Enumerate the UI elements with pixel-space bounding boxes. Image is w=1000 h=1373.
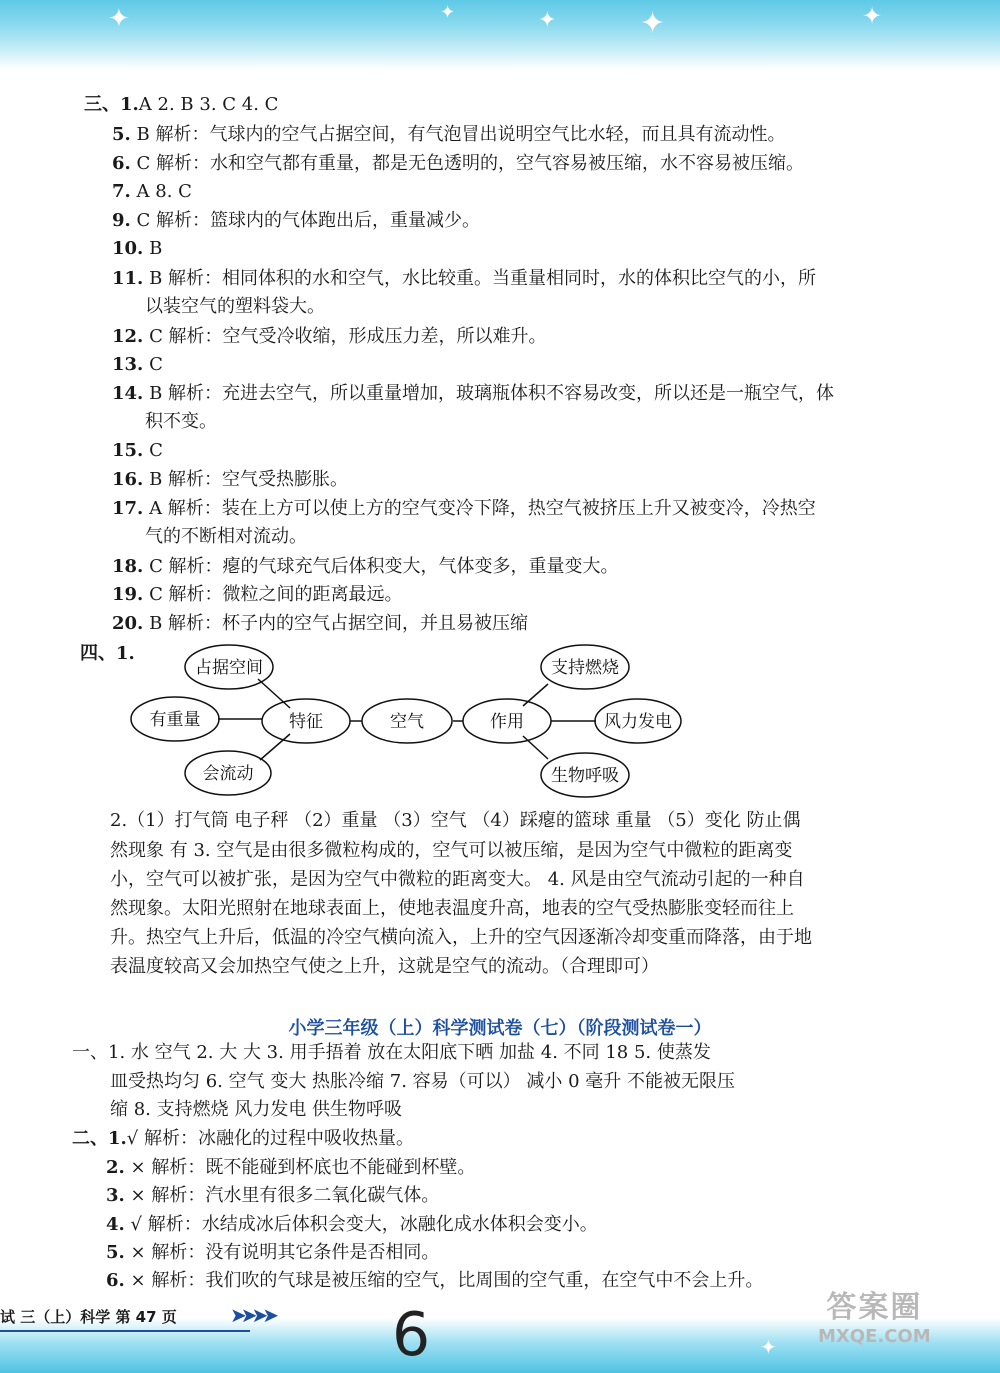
answer-line: 10. B: [112, 238, 163, 259]
watermark-url: MXQE.COM: [818, 1326, 931, 1347]
sparkle-icon: ✦: [760, 1335, 777, 1359]
answer-line: 12. C 解析：空气受冷收缩，形成压力差，所以难升。: [112, 326, 547, 347]
section-title: 小学三年级（上）科学测试卷（七）（阶段测试卷一）: [288, 1018, 712, 1039]
answer-line: 皿受热均匀 6. 空气 变大 热胀冷缩 7. 容易（可以） 减小 0 毫升 不能被无限压: [110, 1071, 736, 1092]
answer-line: 20. B 解析：杯子内的空气占据空间，并且易被压缩: [112, 613, 529, 634]
answer-line: 三、1.A 2. B 3. C 4. C: [84, 94, 279, 115]
answer-line: 6. × 解析：我们吹的气球是被压缩的空气，比周围的空气重，在空气中不会上升。: [106, 1270, 764, 1291]
answer-line: 然现象。太阳光照射在地球表面上，使地表温度升高，地表的空气受热膨胀变轻而往上: [110, 898, 794, 919]
answer-line: 2.（1）打气筒 电子秤 （2）重量 （3）空气 （4）踩瘪的篮球 重量 （5）变化 防止偶: [110, 810, 801, 831]
answer-line: 然现象 有 3. 空气是由很多微粒构成的，空气可以被压缩，是因为空气中微粒的距离变: [110, 840, 793, 861]
answer-line: 气的不断相对流动。: [145, 526, 307, 547]
mindmap-label: 作用: [490, 712, 524, 732]
mindmap-label: 有重量: [149, 710, 201, 730]
answer-line: 14. B 解析：充进去空气，所以重量增加，玻璃瓶体积不容易改变，所以还是一瓶空气，体: [112, 383, 835, 404]
answer-line: 小，空气可以被扩张，是因为空气中微粒的距离变大。 4. 风是由空气流动引起的一种自: [110, 869, 805, 890]
sparkle-icon: ✦: [440, 2, 456, 23]
mindmap-label: 会流动: [202, 764, 254, 784]
answer-line: 缩 8. 支持燃烧 风力发电 供生物呼吸: [110, 1099, 403, 1120]
sparkle-icon: ✦: [640, 6, 666, 41]
top-decorative-band: [0, 0, 1000, 70]
arrows-icon: ➤➤➤➤: [230, 1303, 274, 1327]
page-footer-label: 试 三（上）科学 第 47 页: [0, 1308, 177, 1326]
part4-label: 四、1.: [80, 643, 135, 664]
answer-line: 2. × 解析：既不能碰到杯底也不能碰到杯壁。: [106, 1157, 476, 1178]
answer-line: 4. √ 解析：水结成冰后体积会变大，冰融化成水体积会变小。: [106, 1214, 598, 1235]
answer-line: 16. B 解析：空气受热膨胀。: [112, 469, 349, 490]
answer-line: 7. A 8. C: [112, 181, 192, 202]
sparkle-icon: ✦: [108, 4, 130, 34]
answer-line: 9. C 解析：篮球内的气体跑出后，重量减少。: [112, 210, 481, 231]
answer-line: 5. B 解析：气球内的空气占据空间，有气泡冒出说明空气比水轻，而且具有流动性。: [112, 124, 786, 145]
mindmap-label: 风力发电: [604, 712, 672, 732]
answer-line: 以装空气的塑料袋大。: [145, 296, 325, 317]
answer-line: 18. C 解析：瘪的气球充气后体积变大，气体变多，重量变大。: [112, 556, 619, 577]
mindmap-label: 支持燃烧: [551, 658, 619, 678]
mindmap-label: 占据空间: [195, 658, 263, 678]
watermark: [818, 1282, 931, 1347]
watermark-logo: 答案圈: [826, 1290, 923, 1325]
handwritten-number: 6: [392, 1300, 431, 1370]
answer-line: 升。热空气上升后，低温的冷空气横向流入，上升的空气因逐渐冷却变重而降落，由于地: [110, 927, 812, 948]
air-mindmap: [0, 642, 1000, 802]
answer-line: 19. C 解析：微粒之间的距离最远。: [112, 584, 403, 605]
sparkle-icon: ✦: [538, 8, 557, 33]
answer-line: 5. × 解析：没有说明其它条件是否相同。: [106, 1242, 440, 1263]
answer-line: 二、1.√ 解析：冰融化的过程中吸收热量。: [72, 1128, 414, 1149]
answer-line: 6. C 解析：水和空气都有重量，都是无色透明的，空气容易被压缩，水不容易被压缩。: [112, 153, 805, 174]
answer-line: 积不变。: [145, 411, 217, 432]
answer-line: 15. C: [112, 440, 163, 461]
answer-line: 表温度较高又会加热空气使之上升，这就是空气的流动。（合理即可）: [110, 956, 659, 977]
mindmap-label: 生物呼吸: [551, 766, 619, 786]
mindmap-label: 空气: [390, 712, 424, 732]
sparkle-icon: ✦: [862, 2, 883, 30]
answer-line: 3. × 解析：汽水里有很多二氧化碳气体。: [106, 1185, 440, 1206]
mindmap-label: 特征: [289, 712, 323, 732]
answer-line: 11. B 解析：相同体积的水和空气，水比较重。当重量相同时，水的体积比空气的小，所: [112, 268, 817, 289]
answer-line: 17. A 解析：装在上方可以使上方的空气变冷下降，热空气被挤压上升又被变冷，冷热空: [112, 498, 816, 519]
answer-line: 一、1. 水 空气 2. 大 大 3. 用手捂着 放在太阳底下晒 加盐 4. 不同 18 5. 使蒸发: [72, 1042, 711, 1063]
footer-rule: [0, 1330, 250, 1332]
answer-line: 13. C: [112, 354, 163, 375]
